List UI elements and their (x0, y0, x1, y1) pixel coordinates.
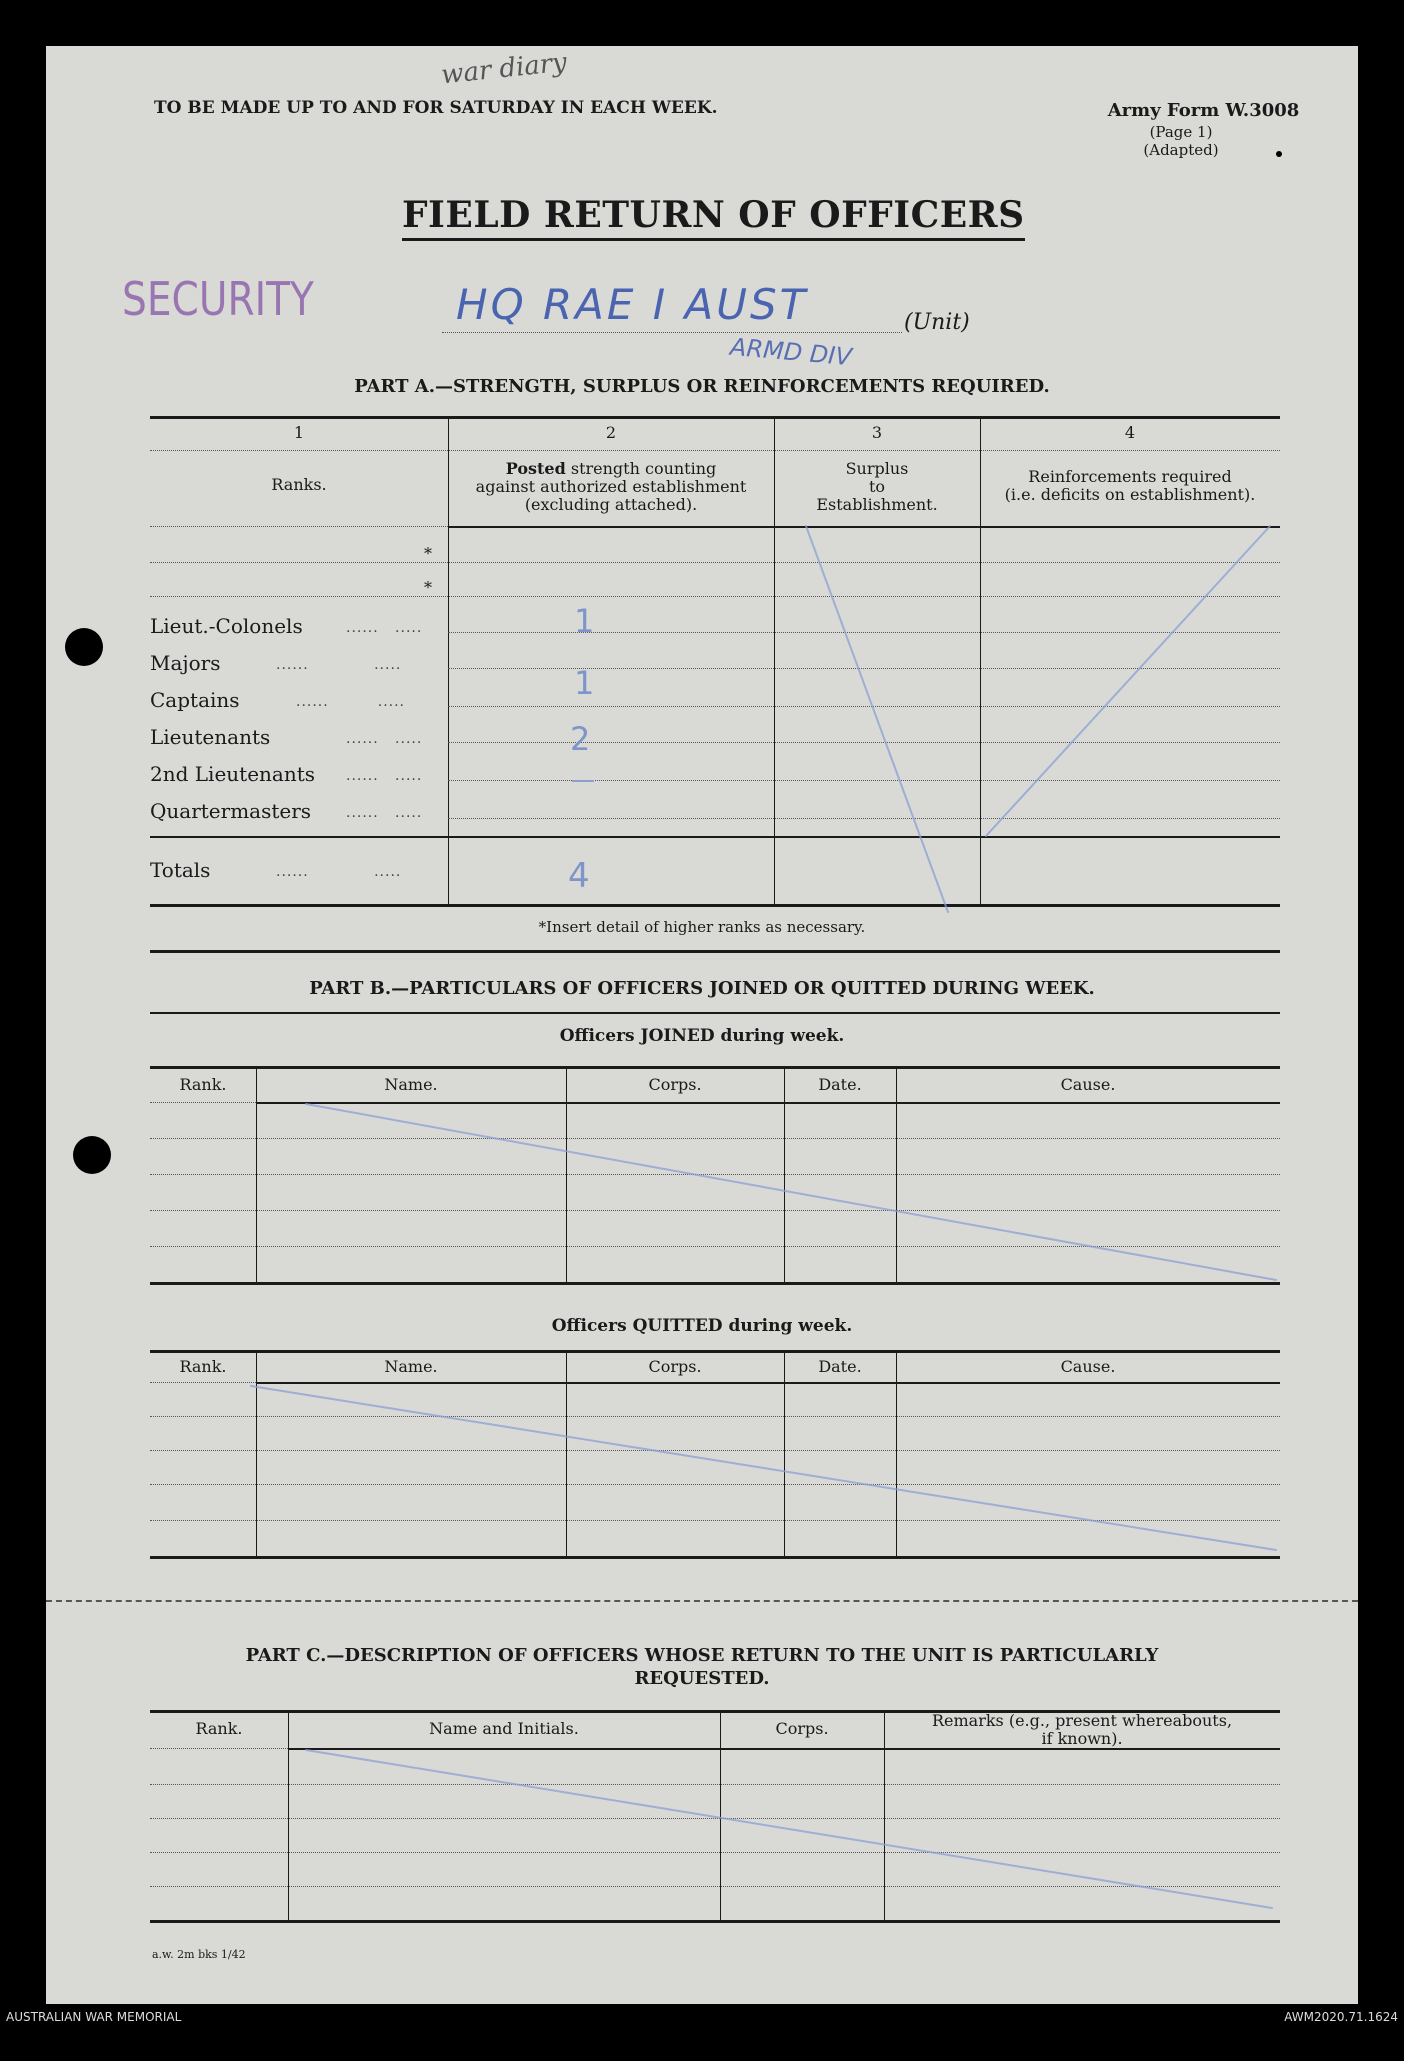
surplus-line1: Surplus (845, 459, 909, 478)
quitted-col-date: Date. (818, 1357, 862, 1376)
col-number-1: 1 (293, 423, 305, 442)
posted-line2: against authorized establishment (475, 477, 747, 496)
surplus-line3: Establishment. (816, 495, 938, 514)
totals-label: Totals (150, 858, 211, 882)
rank-label: Quartermasters (150, 799, 312, 823)
part-a-footnote: *Insert detail of higher ranks as necessary. (538, 918, 866, 936)
handwritten-value-totals: 4 (568, 856, 590, 896)
punch-hole-lower (73, 1136, 111, 1174)
rank-label: Lieutenants (150, 725, 271, 749)
form-sheet (46, 46, 1358, 2004)
surplus-line2: to (868, 477, 886, 496)
rank-label: Majors (150, 651, 221, 675)
cross-line-part-c (306, 1750, 1272, 1908)
part-b-title: PART B.—PARTICULARS OF OFFICERS JOINED OR QUITTED DURING WEEK. (309, 978, 1095, 999)
form-number: Army Form W.3008 (1107, 100, 1300, 121)
form-title: FIELD RETURN OF OFFICERS (402, 194, 1025, 241)
cross-line-joined (306, 1104, 1276, 1280)
joined-col-rank: Rank. (179, 1075, 227, 1094)
star-marker-1: * (424, 544, 432, 563)
handwritten-unit-name-line2: ARMD DIV (729, 332, 853, 372)
col-number-2: 2 (605, 423, 617, 442)
joined-post: during week. (714, 1026, 845, 1046)
remarks-line2: if known). (1041, 1729, 1123, 1748)
handwritten-cross-lines (46, 46, 1358, 2004)
leader-dots: ...... ..... (296, 694, 406, 710)
unit-label: (Unit) (904, 310, 970, 335)
cross-line-quitted (251, 1386, 1276, 1550)
punch-hole-upper (65, 628, 103, 666)
part-c-col-rank: Rank. (195, 1719, 243, 1738)
quitted-col-cause: Cause. (1060, 1357, 1116, 1376)
form-page: (Page 1) (1149, 123, 1213, 141)
reinf-line1: Reinforcements required (1028, 467, 1232, 486)
handwritten-war-diary-note: war diary (439, 47, 569, 91)
part-c-col-corps: Corps. (775, 1719, 829, 1738)
quitted-col-corps: Corps. (648, 1357, 702, 1376)
instruction-text: TO BE MADE UP TO AND FOR SATURDAY IN EACH WEEK. (154, 98, 718, 118)
star-marker-2: * (424, 578, 432, 597)
handwritten-value-lieutenants: 2 (570, 720, 591, 758)
joined-col-corps: Corps. (648, 1075, 702, 1094)
part-a-title: PART A.—STRENGTH, SURPLUS OR REINFORCEMENTS REQUIRED. (354, 376, 1050, 397)
reinf-line2: (i.e. deficits on establishment). (1004, 485, 1256, 504)
footer-right-text: AWM2020.71.1624 (1284, 2010, 1398, 2024)
col-number-3: 3 (871, 423, 883, 442)
handwritten-value-majors: 1 (574, 602, 595, 640)
remarks-line1: Remarks (e.g., present whereabouts, (931, 1711, 1233, 1730)
leader-dots: ...... ..... (346, 731, 423, 747)
rank-label: 2nd Lieutenants (150, 762, 316, 786)
joined-col-date: Date. (818, 1075, 862, 1094)
leader-dots: ...... ..... (346, 620, 423, 636)
part-c-title-line2: REQUESTED. (634, 1668, 770, 1689)
quitted-post: during week. (722, 1316, 853, 1336)
quitted-bold: QUITTED (632, 1316, 723, 1336)
joined-col-cause: Cause. (1060, 1075, 1116, 1094)
handwritten-unit-name: HQ RAE I AUST (456, 280, 809, 329)
leader-dots: ...... ..... (276, 864, 402, 880)
part-c-title-line1: PART C.—DESCRIPTION OF OFFICERS WHOSE RETURN TO THE UNIT IS PARTICULARLY (245, 1645, 1159, 1666)
part-c-col-name: Name and Initials. (429, 1719, 579, 1738)
joined-bold: JOINED (640, 1026, 715, 1046)
security-stamp: SECURITY (122, 272, 314, 326)
cross-line-part-a-right (986, 526, 1270, 836)
quitted-col-rank: Rank. (179, 1357, 227, 1376)
posted-line3: (excluding attached). (524, 495, 698, 514)
leader-dots: ...... ..... (346, 805, 423, 821)
rank-label: Lieut.-Colonels (150, 614, 303, 638)
leader-dots: ...... ..... (276, 657, 402, 673)
footer-left-text: AUSTRALIAN WAR MEMORIAL (6, 2010, 182, 2024)
col-header-ranks: Ranks. (271, 475, 327, 494)
rank-label: Captains (150, 688, 240, 712)
form-adapted: (Adapted) (1143, 141, 1219, 159)
joined-col-name: Name. (384, 1075, 438, 1094)
posted-bold: Posted (505, 459, 566, 478)
leader-dots: ...... ..... (346, 768, 423, 784)
handwritten-value-captains: 1 (574, 664, 595, 702)
col-number-4: 4 (1124, 423, 1136, 442)
ink-speck (1276, 151, 1282, 157)
quitted-pre: Officers (551, 1316, 633, 1336)
posted-line1: strength counting (565, 459, 717, 478)
joined-pre: Officers (559, 1026, 641, 1046)
cross-line-part-a-left (806, 526, 948, 912)
quitted-col-name: Name. (384, 1357, 438, 1376)
print-code: a.w. 2m bks 1/42 (152, 1948, 246, 1961)
